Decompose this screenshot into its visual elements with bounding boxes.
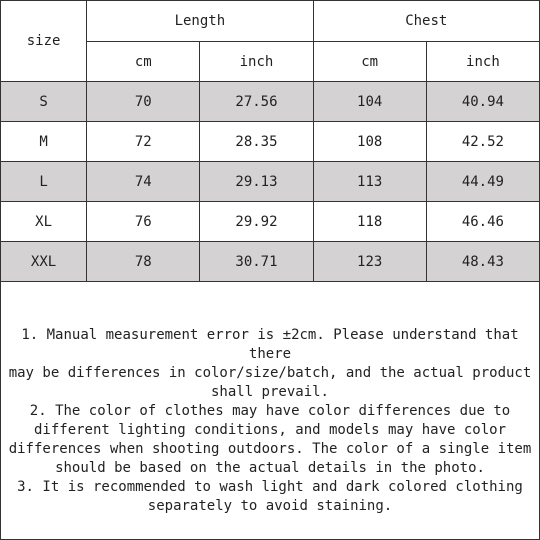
table-row: [1, 242, 540, 282]
note-line: 1. Manual measurement error is ±2cm. Please understand that there: [21, 327, 519, 362]
note-line: 2. The color of clothes may have color differences due to: [29, 403, 511, 419]
length-cm-cell: 72: [87, 122, 200, 162]
chest-header: Chest: [313, 1, 539, 42]
length-inch-cell: 29.13: [200, 162, 313, 202]
unit-chest-cm: cm: [313, 42, 426, 82]
length-cm-cell: 70: [87, 82, 200, 122]
header-row-1: [1, 1, 540, 42]
size-cell: S: [1, 82, 87, 122]
chest-cm-cell: 123: [313, 242, 426, 282]
length-inch-cell: 28.35: [200, 122, 313, 162]
chest-cm-cell: 104: [313, 82, 426, 122]
table-row: [1, 122, 540, 162]
note-line: separately to avoid staining.: [147, 498, 393, 514]
length-cm-cell: 76: [87, 202, 200, 242]
length-cm-cell: 74: [87, 162, 200, 202]
length-header: Length: [87, 1, 313, 42]
size-cell: M: [1, 122, 87, 162]
note-line: different lighting conditions, and models may have color: [33, 422, 506, 438]
chest-inch-cell: 40.94: [426, 82, 539, 122]
unit-length-cm: cm: [87, 42, 200, 82]
length-cm-cell: 78: [87, 242, 200, 282]
length-inch-cell: 29.92: [200, 202, 313, 242]
note-line: shall prevail.: [210, 384, 329, 400]
chest-cm-cell: 118: [313, 202, 426, 242]
chest-inch-cell: 44.49: [426, 162, 539, 202]
table-row: [1, 82, 540, 122]
length-inch-cell: 30.71: [200, 242, 313, 282]
size-cell: XXL: [1, 242, 87, 282]
note-line: differences when shooting outdoors. The color of a single item: [8, 441, 532, 457]
care-notes: [2, 326, 538, 516]
note-line: 3. It is recommended to wash light and dark colored clothing: [17, 479, 523, 495]
table-row: [1, 202, 540, 242]
chest-inch-cell: 46.46: [426, 202, 539, 242]
chest-cm-cell: 113: [313, 162, 426, 202]
chest-cm-cell: 108: [313, 122, 426, 162]
unit-length-inch: inch: [200, 42, 313, 82]
size-header: size: [1, 1, 87, 82]
size-cell: XL: [1, 202, 87, 242]
chest-inch-cell: 48.43: [426, 242, 539, 282]
size-cell: L: [1, 162, 87, 202]
table-row: [1, 162, 540, 202]
chest-inch-cell: 42.52: [426, 122, 539, 162]
unit-chest-inch: inch: [426, 42, 539, 82]
note-line: may be differences in color/size/batch, and the actual product: [8, 365, 532, 381]
note-line: should be based on the actual details in the photo.: [55, 460, 485, 476]
length-inch-cell: 27.56: [200, 82, 313, 122]
